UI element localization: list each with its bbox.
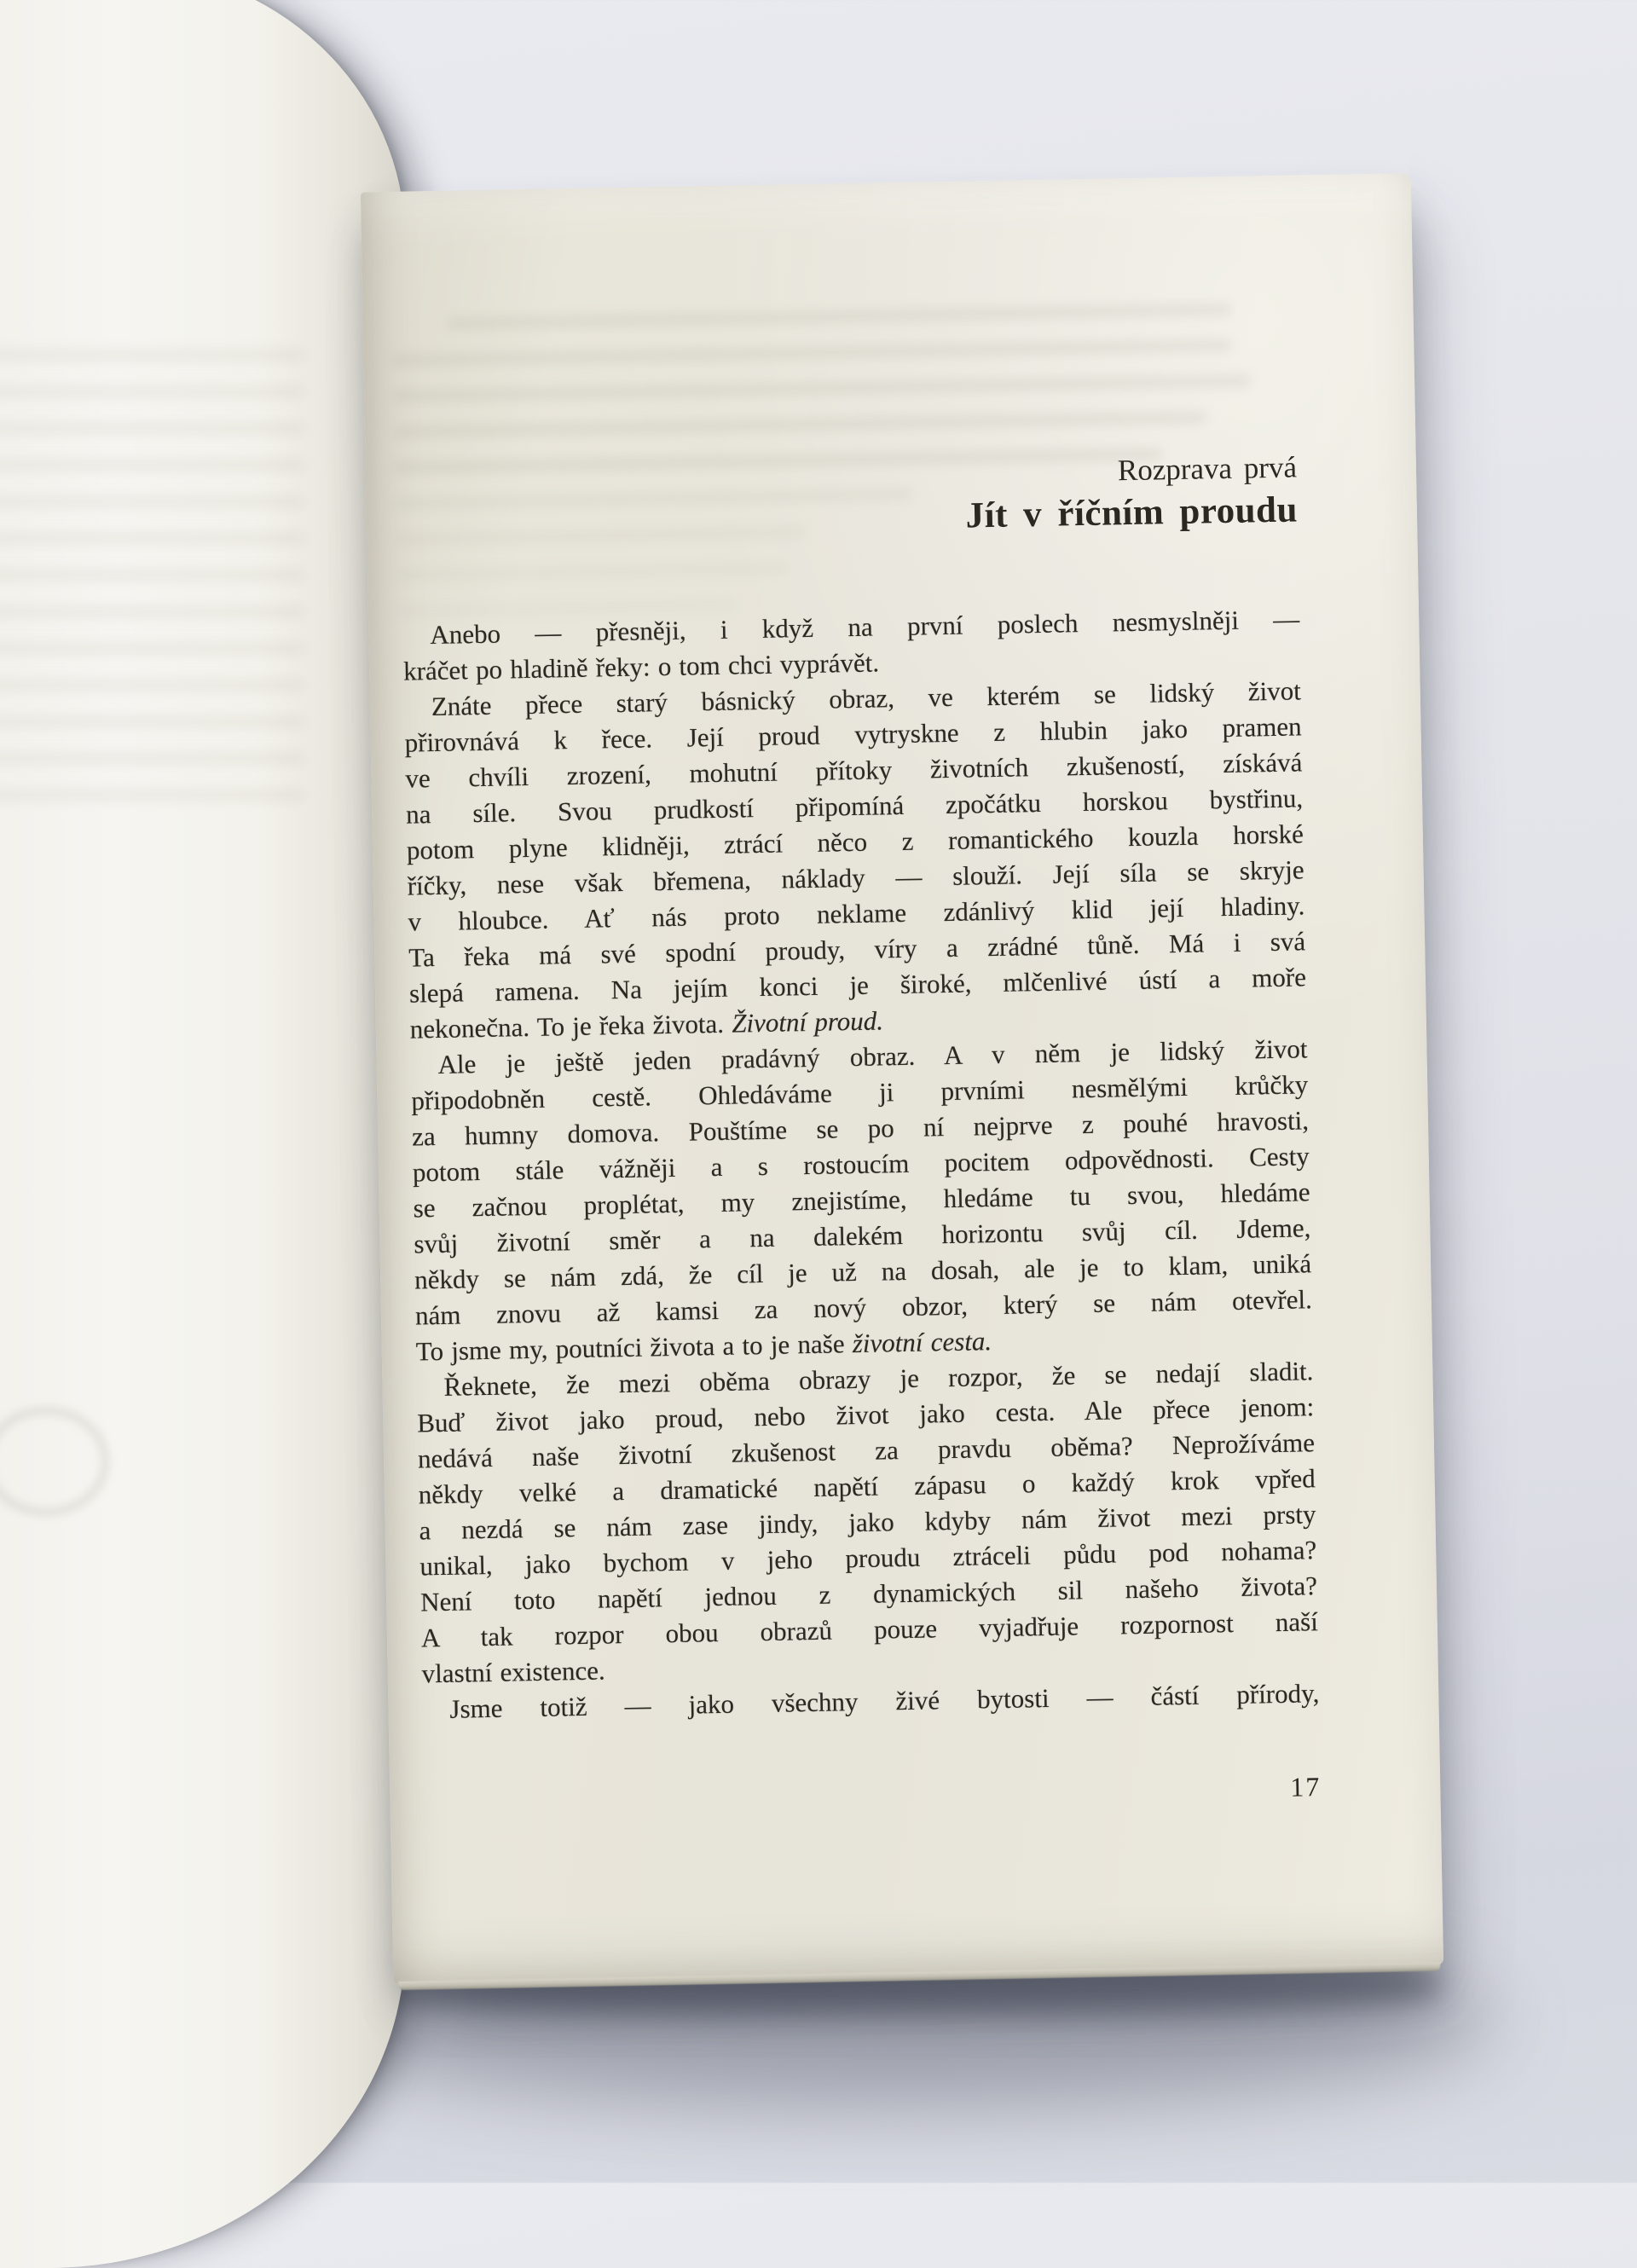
text-line: někdy se nám zdá, že cíl je už na dosah, ale je to klam, uniká — [414, 1248, 1312, 1295]
text-line: v hloubce. Ať nás proto neklame zdánlivý klid její hladiny. — [408, 890, 1305, 937]
text-line: a nezdá se nám zase jindy, jako kdyby nám život mezi prsty — [419, 1499, 1316, 1546]
text-line: Buď život jako proud, nebo život jako cesta. Ale přece jenom: — [416, 1391, 1315, 1438]
text-line: Ale je ještě jeden pradávný obraz. A v něm je lidský život — [437, 1033, 1308, 1079]
text-line: slepá ramena. Na jejím konci je široké, mlčenlivé ústí a moře — [408, 962, 1307, 1009]
text-line: Anebo — přesněji, i když na první poslech nesmyslněji — — [430, 604, 1300, 651]
book-page — [361, 173, 1443, 1984]
text-line: nekonečna. To je řeka života. Životní proud. — [409, 1005, 884, 1044]
chapter-title: Jít v říčním proudu — [965, 489, 1299, 536]
text-line: nám znovu až kamsi za nový obzor, který se nám otevřel. — [414, 1284, 1313, 1331]
text-line: svůj životní směr a na dalekém horizontu svůj cíl. Jdeme, — [414, 1212, 1311, 1259]
text-line: Není toto napětí jednou z dynamických sil našeho života? — [419, 1571, 1318, 1617]
text-line: nedává naše životní zkušenost za pravdu oběma? Neprožíváme — [417, 1427, 1316, 1474]
paragraph — [410, 1031, 1313, 1369]
text-line: unikal, jako bychom v jeho proudu ztráceli půdu pod nohama? — [419, 1535, 1317, 1582]
text-line: se začnou proplétat, my znejistíme, hledáme tu svou, hledáme — [413, 1177, 1310, 1224]
text-line: To jsme my, poutníci života a to je naše životní cesta. — [415, 1326, 992, 1367]
text-line: A tak rozpor obou obrazů pouze vyjadřuje rozpornost naší — [420, 1606, 1319, 1653]
chapter-kicker: Rozprava prvá — [1117, 450, 1298, 488]
text-line: Znáte přece starý básnický obraz, ve kterém se lidský život — [431, 675, 1302, 722]
paragraph — [404, 673, 1308, 1047]
text-line: říčky, nese však břemena, náklady — slouží. Její síla se skryje — [407, 854, 1304, 901]
text-line: na síle. Svou prudkostí připomíná zpočátku horskou bystřinu, — [405, 783, 1304, 830]
text-line: vlastní existence. — [421, 1655, 605, 1689]
text-line: ve chvíli zrození, mohutní přítoky životních zkušeností, získává — [405, 747, 1303, 794]
text-line: někdy velké a dramatické napětí zápasu o každý krok vpřed — [418, 1463, 1316, 1510]
chapter-heading — [400, 448, 1299, 547]
text-line: potom stále vážněji a s rostoucím pocitem odpovědnosti. Cesty — [412, 1141, 1310, 1188]
text-line: Jsme totiž — jako všechny živé bytosti — částí přírody, — [449, 1678, 1320, 1724]
text-line: potom plyne klidněji, ztrácí něco z romantického kouzla horské — [406, 819, 1304, 865]
turned-page — [0, 0, 405, 2268]
page-number: 17 — [1289, 1771, 1322, 1802]
text-line: přirovnává k řece. Její proud vytryskne z hlubin jako pramen — [404, 711, 1302, 758]
body-text — [402, 601, 1320, 1727]
text-line: připodobněn cestě. Ohledáváme ji prvními nesmělými krůčky — [411, 1069, 1309, 1116]
text-line: Ta řeka má své spodní proudy, víry a zrádné tůně. Má i svá — [408, 926, 1306, 973]
text-line: za humny domova. Pouštíme se po ní nejprve z pouhé hravosti, — [411, 1105, 1310, 1152]
paragraph — [416, 1353, 1319, 1692]
text-line: Řeknete, že mezi oběma obrazy je rozpor, že se nedají sladit. — [443, 1356, 1314, 1402]
text-line: kráčet po hladině řeky: o tom chci vyprávět. — [402, 647, 880, 686]
